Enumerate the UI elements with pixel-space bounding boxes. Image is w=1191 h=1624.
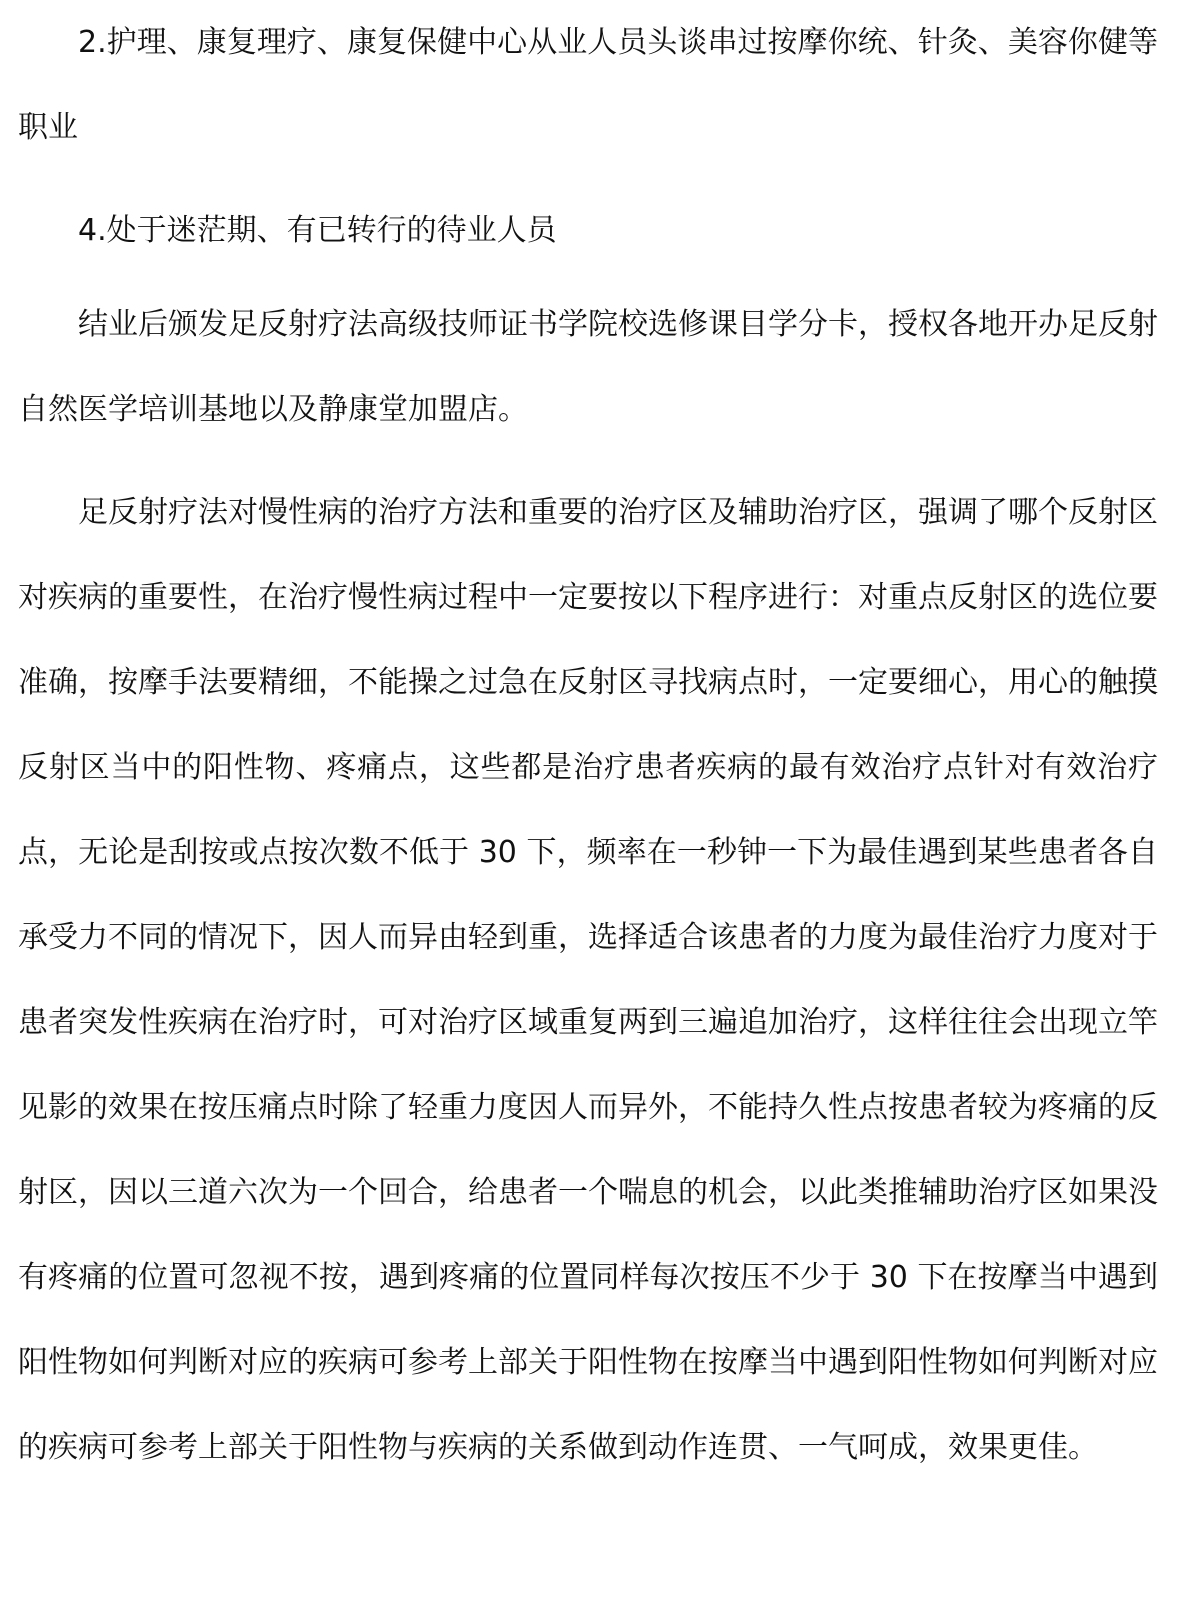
- paragraph-certificate: 结业后颁发足反射疗法高级技师证书学院校选修课目学分卡，授权各地开办足反射自然医学培训基地以及静康堂加盟店。: [18, 307, 1158, 427]
- paragraph-treatment-method: 足反射疗法对慢性病的治疗方法和重要的治疗区及辅助治疗区，强调了哪个反射区对疾病的重要性，在治疗慢性病过程中一定要按以下程序进行：对重点反射区的选位要准确，按摩手法要精细，不能操之过急在反射区寻找病点时，一定要细心，用心的触摸反射区当中的阳性物、疼痛点，这些都是治疗患者疾病的最有效治疗点针对有效治疗点，无论是刮按或点按次数不低于 30 下，频率在一秒钟一下为最佳遇到某些患者各自承受力不同的情况下，因人而异由轻到重，选择适合该患者的力度为最佳治疗力度对于患者突发性疾病在治疗时，可对治疗区域重复两到三遍追加治疗，这样往往会出现立竿见影的效果在按压痛点时除了轻重力度因人而异外，不能持久性点按患者较为疼痛的反射区，因以三道六次为一个回合，给患者一个喘息的机会，以此类推辅助治疗区如果没有疼痛的位置可忽视不按，遇到疼痛的位置同样每次按压不少于 30 下在按摩当中遇到阳性物如何判断对应的疾病可参考上部关于阳性物在按摩当中遇到阳性物如何判断对应的疾病可参考上部关于阳性物与疾病的关系做到动作连贯、一气呵成，效果更佳。: [18, 495, 1158, 1465]
- paragraph-occupations: 2.护理、康复理疗、康复保健中心从业人员头谈串过按摩你统、针灸、美容你健等职业: [18, 25, 1158, 145]
- paragraph-unemployed: 4.处于迷茫期、有已转行的待业人员: [78, 213, 557, 248]
